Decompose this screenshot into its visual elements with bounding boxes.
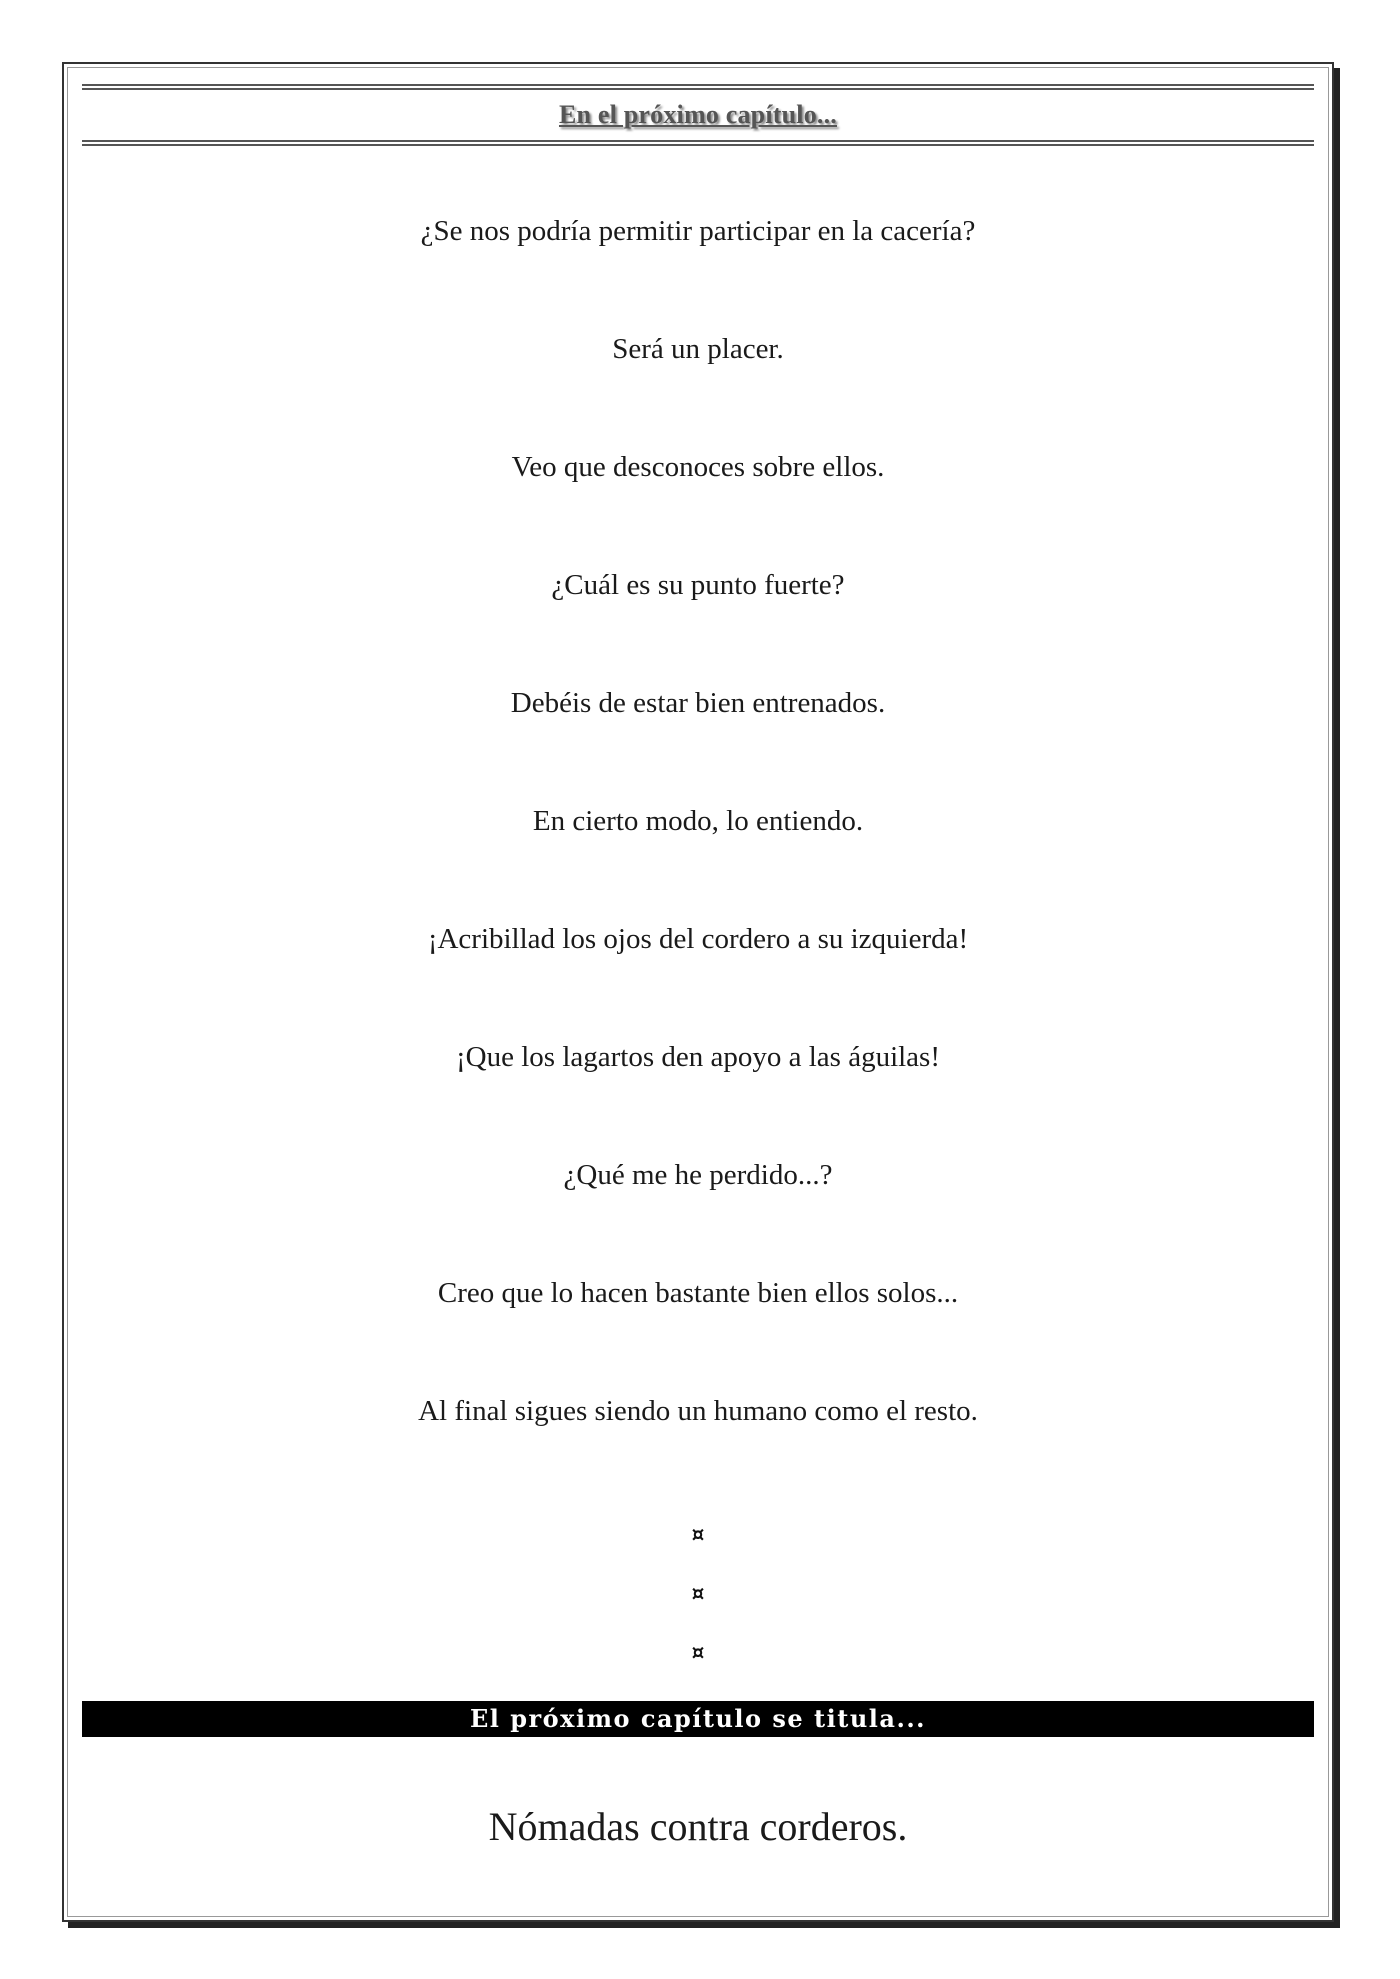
dialogue-line: En cierto modo, lo entiendo. xyxy=(532,805,864,837)
page-title: En el próximo capítulo... xyxy=(558,100,837,129)
dialogue-line: ¿Cuál es su punto fuerte? xyxy=(551,569,845,601)
dialogue-line: ¿Qué me he perdido...? xyxy=(563,1159,833,1191)
page-frame xyxy=(62,62,1334,1922)
dialogue-line: Al final sigues siendo un humano como el resto. xyxy=(418,1395,978,1427)
next-chapter-banner: El próximo capítulo se titula... xyxy=(82,1701,1314,1737)
dialogue-line: Veo que desconoces sobre ellos. xyxy=(511,451,885,483)
header-bottom-rule xyxy=(82,140,1314,146)
dialogue-lines xyxy=(64,214,1332,1512)
header-top-rule xyxy=(82,84,1314,90)
dialogue-line: Será un placer. xyxy=(612,333,784,365)
header-band xyxy=(82,84,1314,146)
separator-glyph: ¤ xyxy=(691,1522,705,1546)
dialogue-line: ¿Se nos podría permitir participar en la cacería? xyxy=(420,215,976,247)
next-chapter-title: Nómadas contra corderos. xyxy=(488,1804,908,1849)
dialogue-line: Debéis de estar bien entrenados. xyxy=(510,687,886,719)
separator-glyph: ¤ xyxy=(691,1640,705,1664)
section-separators xyxy=(64,1522,1332,1699)
separator-glyph: ¤ xyxy=(691,1581,705,1605)
dialogue-line: ¡Que los lagartos den apoyo a las águilas! xyxy=(456,1041,940,1073)
dialogue-line: ¡Acribillad los ojos del cordero a su izquierda! xyxy=(427,923,969,955)
dialogue-line: Creo que lo hacen bastante bien ellos solos... xyxy=(437,1277,959,1309)
